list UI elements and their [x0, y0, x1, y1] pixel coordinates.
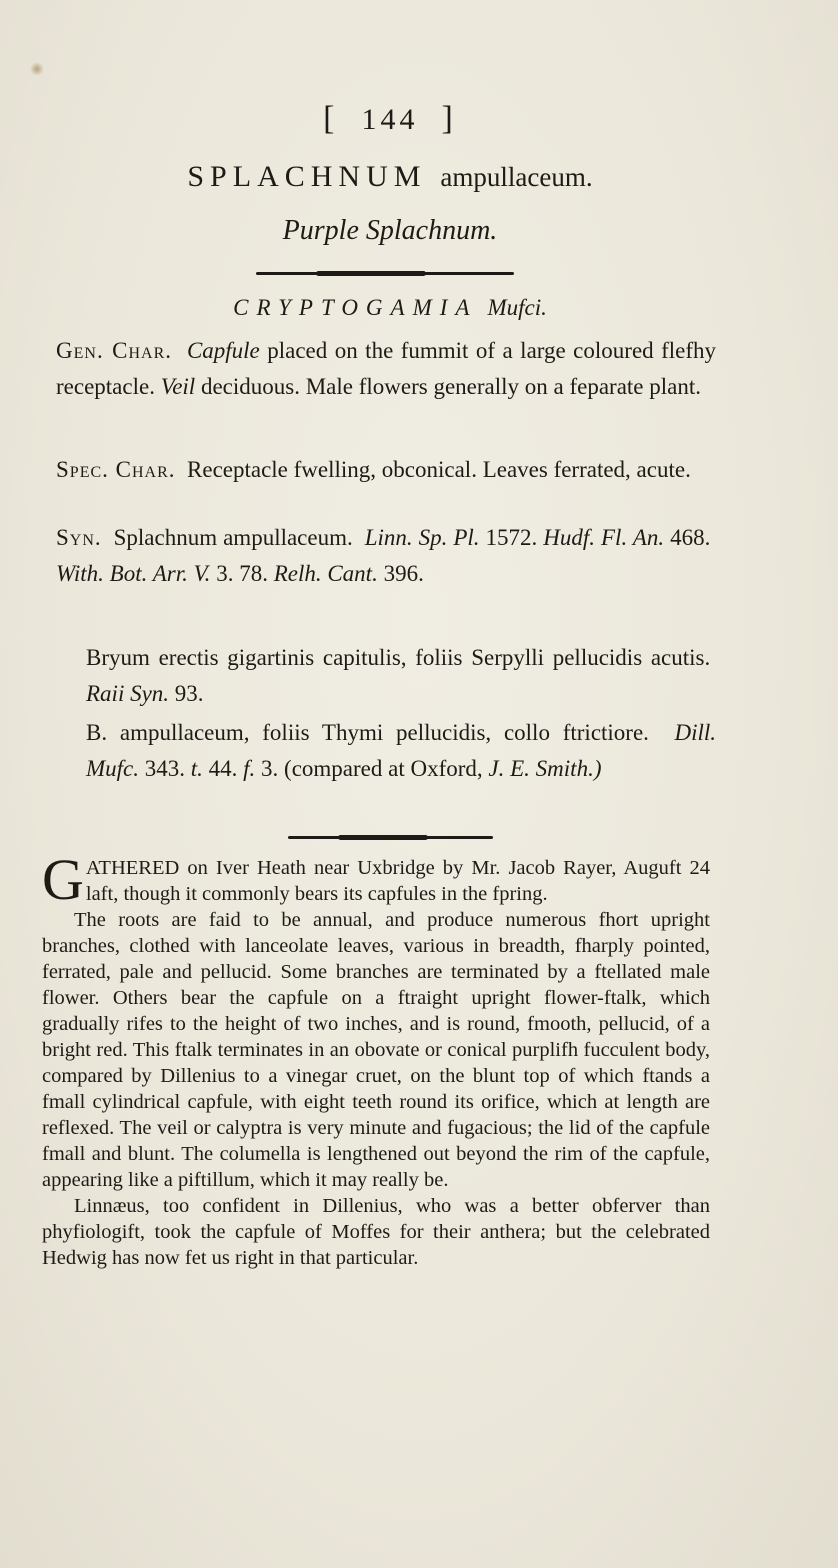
specific-character: Spec. Char. Receptacle fwelling, obconical. Leaves ferrated, acute.: [56, 457, 691, 482]
page-number: [ 144 ]: [323, 100, 457, 137]
genus-name: SPLACHNUM: [187, 160, 427, 193]
generic-character: Gen. Char. Capfule placed on the fummit of a large coloured flefhy receptacle. Veil deciduous. Male flowers generally on a feparate plant.: [56, 338, 717, 399]
synonym-bryum: Bryum erectis gigartinis capitulis, foliis Serpylli pellucidis acutis. Raii Syn. 93.: [86, 645, 711, 706]
synonymy: Syn. Splachnum ampullaceum. Linn. Sp. Pl. 1572. Hudf. Fl. An. 468. With. Bot. Arr. V. 3. 78. Relh. Cant. 396.: [56, 525, 711, 586]
ornamental-rule: [256, 272, 514, 275]
paragraph-gathered: GATHERED on Iver Heath near Uxbridge by Mr. Jacob Rayer, Auguft 24 laft, though it commonly bears its capfules in the fpring.: [42, 847, 710, 912]
species-epithet: ampullaceum.: [440, 162, 593, 192]
species-title: [0, 160, 780, 194]
common-name: Purple Splachnum.: [282, 215, 498, 246]
drop-cap: G: [42, 847, 84, 912]
description-text: [42, 847, 710, 1271]
foxing-spot: [30, 62, 44, 76]
section-rule: [288, 836, 493, 839]
paragraph-linnaeus: Linnæus, too confident in Dillenius, who was a better obferver than phyfiologift, took the capfule of Moffes for their anthera; but the celebrated Hedwig has now fet us right in that particular.: [42, 1195, 710, 1269]
classification: CRYPTOGAMIA Mufci.: [233, 295, 547, 320]
synonym-b-ampullaceum: B. ampullaceum, foliis Thymi pellucidis, collo ftrictiore. Dill. Mufc. 343. t. 44. f. 3. (compared at Oxford, J. E. Smith.): [86, 720, 716, 781]
paragraph-roots: The roots are faid to be annual, and produce numerous fhort upright branches, clothed with lanceolate leaves, various in breadth, fharply pointed, ferrated, pale and pellucid. Some branches are terminated by a ftellated male flower. Others bear the capfule on a ftraight upright flower-ftalk, which gradually rifes to the height of two inches, and is round, fmooth, pellucid, of a bright red. This ftalk terminates in an obovate or conical purplifh fucculent body, compared by Dillenius to a vinegar cruet, on the blunt top of which ftands a fmall cylindrical capfule, with eight teeth round its orifice, which at length are reflexed. The veil or calyptra is very minute and fugacious; the lid of the capfule fmall and blunt. The columella is lengthened out beyond the rim of the capfule, appearing like a piftillum, which it may really be.: [42, 909, 710, 1191]
